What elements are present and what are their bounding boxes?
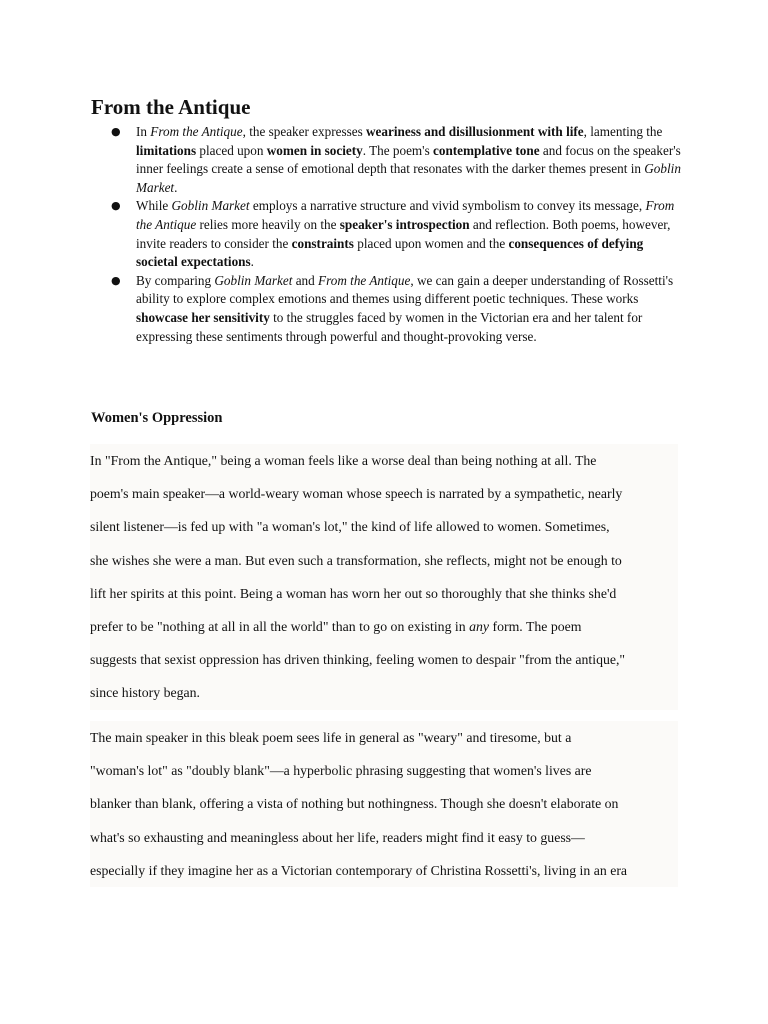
bullet-dot-icon: ● <box>111 125 121 138</box>
paragraph-line <box>90 577 678 610</box>
paragraph-line <box>90 643 678 676</box>
text-run: especially if they imagine her as a Victorian contemporary of Christina Rossetti's, living in an era <box>90 862 628 878</box>
body-paragraph-1 <box>90 444 678 710</box>
text-run: , lamenting the <box>583 124 663 139</box>
paragraph-line <box>90 821 678 854</box>
bold-phrase: contemplative tone <box>433 142 540 158</box>
section-heading: Women's Oppression <box>91 410 223 426</box>
paragraph-line <box>90 721 678 754</box>
text-run: prefer to be "nothing at all in all the world" than to go on existing in <box>90 619 470 635</box>
paragraph-line <box>90 676 678 709</box>
paragraph-line <box>90 787 678 820</box>
bullet-text <box>136 197 684 271</box>
bold-phrase: speaker's introspection <box>339 216 470 232</box>
text-run: "woman's lot" as "doubly blank"—a hyperbolic phrasing suggesting that women's lives are <box>90 763 592 779</box>
paragraph-line <box>90 510 678 543</box>
text-run: and reflection. Both poems, however, invite readers to consider the <box>136 216 671 251</box>
bold-phrase: consequences of defying societal expectations <box>136 235 644 270</box>
text-run: silent listener—is fed up with "a woman's lot," the kind of life allowed to women. Sometimes, <box>90 519 610 535</box>
text-run: to the struggles faced by women in the Victorian era and her talent for expressing these sentiments through powerful and thought-provoking verse. <box>136 309 643 344</box>
page-title: From the Antique <box>91 95 251 119</box>
text-run: suggests that sexist oppression has driven thinking, feeling women to despair "from the antique," <box>90 652 626 668</box>
italic-title: From the Antique <box>150 124 243 139</box>
bullet-text <box>136 123 684 197</box>
bullet-item <box>111 123 684 197</box>
text-run: relies more heavily on the <box>196 216 340 232</box>
bullet-list <box>111 123 684 346</box>
italic-title: Goblin Market <box>136 161 681 195</box>
text-run: poem's main speaker—a world-weary woman whose speech is narrated by a sympathetic, nearly <box>90 486 623 502</box>
italic-title: From the Antique <box>318 272 411 288</box>
text-run: and focus on the speaker's inner feelings create a sense of emotional depth that resonates with the darker themes present in <box>136 142 681 177</box>
italic-title: Goblin Market <box>171 198 250 214</box>
paragraph-line <box>90 610 678 643</box>
bullet-dot-icon: ● <box>111 199 121 213</box>
text-run: , we can gain a deeper understanding of Rossetti's ability to explore complex emotions and themes using different poetic techniques. These works <box>136 272 674 307</box>
paragraph-line <box>90 477 678 510</box>
text-run: form. The poem <box>489 619 582 635</box>
text-run: While <box>136 198 172 214</box>
body-paragraph-2 <box>90 721 678 887</box>
bold-phrase: women in society <box>266 142 363 158</box>
italic-title: From the Antique <box>136 198 675 232</box>
text-run: . <box>250 254 254 270</box>
paragraph-line <box>90 854 678 887</box>
text-run: . <box>174 179 178 195</box>
text-run: By comparing <box>136 272 215 288</box>
italic-title: Goblin Market <box>214 272 293 288</box>
text-run: In <box>136 124 151 139</box>
italic-title: any <box>469 619 490 635</box>
text-run: In "From the Antique," being a woman feels like a worse deal than being nothing at all. The <box>90 453 597 468</box>
text-run: what's so exhausting and meaningless about her life, readers might find it easy to guess— <box>90 829 585 845</box>
bullet-item <box>111 272 684 346</box>
text-run: placed upon women and the <box>353 235 509 251</box>
bold-phrase: limitations <box>136 142 197 158</box>
paragraph-line <box>90 544 678 577</box>
bold-phrase: constraints <box>291 235 354 251</box>
paragraph-line <box>90 444 678 477</box>
bullet-item <box>111 197 684 271</box>
text-run: she wishes she were a man. But even such a transformation, she reflects, might not be enough to <box>90 552 622 568</box>
text-run: placed upon <box>196 142 267 158</box>
text-run: . The poem's <box>362 142 433 158</box>
text-run: since history began. <box>90 685 200 701</box>
text-run: lift her spirits at this point. Being a woman has worn her out so thoroughly that she thinks she'd <box>90 585 617 601</box>
text-run: The main speaker in this bleak poem sees life in general as "weary" and tiresome, but a <box>90 730 572 745</box>
bold-phrase: showcase her sensitivity <box>136 309 270 325</box>
text-run: blanker than blank, offering a vista of nothing but nothingness. Though she doesn't elaborate on <box>90 796 619 812</box>
bold-phrase: weariness and disillusionment with life <box>366 124 584 139</box>
text-run: and <box>292 272 319 288</box>
text-run: employs a narrative structure and vivid symbolism to convey its message, <box>249 198 646 214</box>
bullet-dot-icon: ● <box>111 273 121 287</box>
text-run: , the speaker expresses <box>242 124 367 139</box>
paragraph-line <box>90 754 678 787</box>
bullet-text <box>136 272 684 346</box>
